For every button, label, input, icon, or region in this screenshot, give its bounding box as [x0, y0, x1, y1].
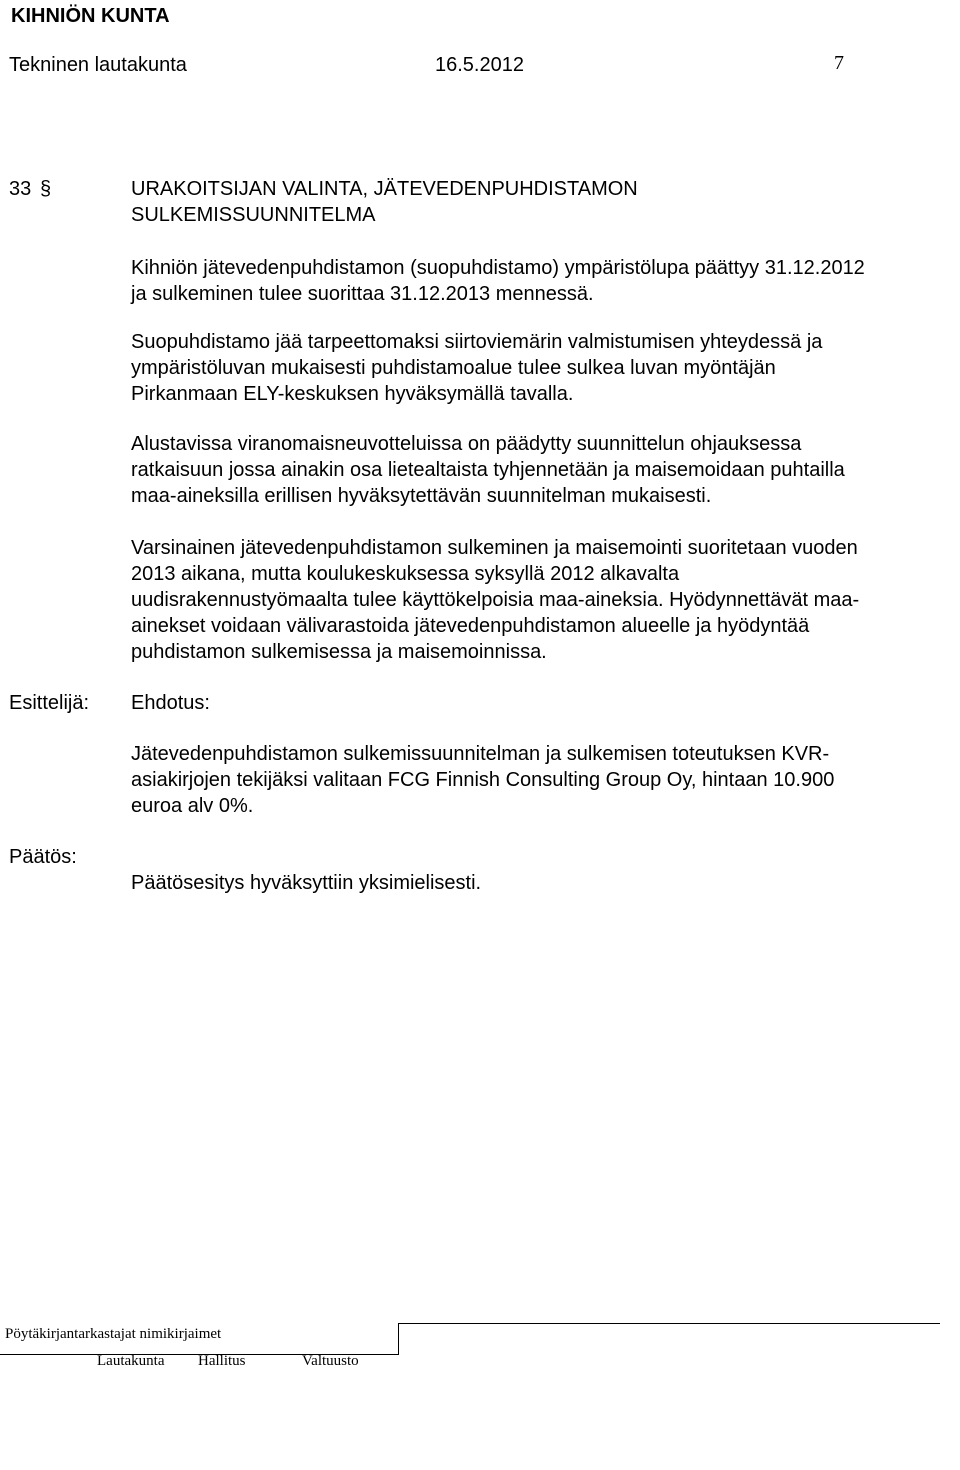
- paragraph-line: ja sulkeminen tulee suorittaa 31.12.2013 mennessä.: [131, 283, 594, 305]
- paragraph-line: maa-aineksilla erillisen hyväksytettävän suunnitelman mukaisesti.: [131, 485, 712, 507]
- municipality-name: KIHNIÖN KUNTA: [11, 5, 170, 27]
- proposal-text: [131, 741, 834, 819]
- paragraph-line: ratkaisuun jossa ainakin osa lietealtaista tyhjennetään ja maisemoidaan puhtailla: [131, 459, 845, 481]
- paragraph-line: Suopuhdistamo jää tarpeettomaksi siirtoviemärin valmistumisen yhteydessä ja: [131, 331, 823, 353]
- paragraph-negotiations: [131, 431, 845, 509]
- section-title-line: URAKOITSIJAN VALINTA, JÄTEVEDENPUHDISTAMON: [131, 178, 638, 200]
- paragraph-line: ainekset voidaan välivarastoida jätevedenpuhdistamon alueelle ja hyödyntää: [131, 615, 810, 637]
- section-number: 33: [9, 178, 32, 200]
- paragraph-closure-requirement: [131, 329, 822, 407]
- proposal-line: asiakirjojen tekijäksi valitaan FCG Finnish Consulting Group Oy, hintaan 10.900: [131, 769, 835, 791]
- paragraph-line: ympäristöluvan mukaisesti puhdistamoalue tulee sulkea luvan myöntäjän: [131, 357, 776, 379]
- paragraph-line: uudisrakennustyömaalta tulee käyttökelpoisia maa-aineksia. Hyödynnettävät maa-: [131, 589, 860, 611]
- meeting-date: 16.5.2012: [435, 54, 524, 76]
- footer-item-valtuusto: Valtuusto: [302, 1353, 359, 1369]
- paragraph-line: Alustavissa viranomaisneuvotteluissa on päädytty suunnittelun ohjauksessa: [131, 433, 802, 455]
- paragraph-line: Kihniön jätevedenpuhdistamon (suopuhdistamo) ympäristölupa päättyy 31.12.2012: [131, 257, 865, 279]
- footer-title: Pöytäkirjantarkastajat nimikirjaimet: [5, 1326, 222, 1342]
- footer-item-lautakunta: Lautakunta: [97, 1353, 165, 1369]
- paragraph-line: 2013 aikana, mutta koulukeskuksessa syksyllä 2012 alkavalta: [131, 563, 680, 585]
- decision-text: Päätösesitys hyväksyttiin yksimielisesti.: [131, 872, 482, 894]
- section-sign: §: [40, 178, 52, 200]
- paragraph-line: puhdistamon sulkemisessa ja maisemoinnissa.: [131, 641, 547, 663]
- paragraph-permit: [131, 255, 865, 307]
- footer-divider: [398, 1323, 940, 1324]
- paragraph-schedule: [131, 535, 859, 665]
- proposal-line: euroa alv 0%.: [131, 795, 254, 817]
- section-title: [131, 176, 638, 228]
- proposal-line: Jätevedenpuhdistamon sulkemissuunnitelman ja sulkemisen toteutuksen KVR-: [131, 743, 830, 765]
- presenter-label: Esittelijä:: [9, 692, 90, 714]
- decision-label: Päätös:: [9, 846, 77, 868]
- proposal-heading: Ehdotus:: [131, 692, 210, 714]
- section-title-line: SULKEMISSUUNNITELMA: [131, 204, 376, 226]
- committee-name: Tekninen lautakunta: [9, 54, 187, 76]
- paragraph-line: Pirkanmaan ELY-keskuksen hyväksymällä tavalla.: [131, 383, 574, 405]
- page-number: 7: [834, 52, 844, 74]
- footer-item-hallitus: Hallitus: [198, 1353, 246, 1369]
- paragraph-line: Varsinainen jätevedenpuhdistamon sulkeminen ja maisemointi suoritetaan vuoden: [131, 537, 858, 559]
